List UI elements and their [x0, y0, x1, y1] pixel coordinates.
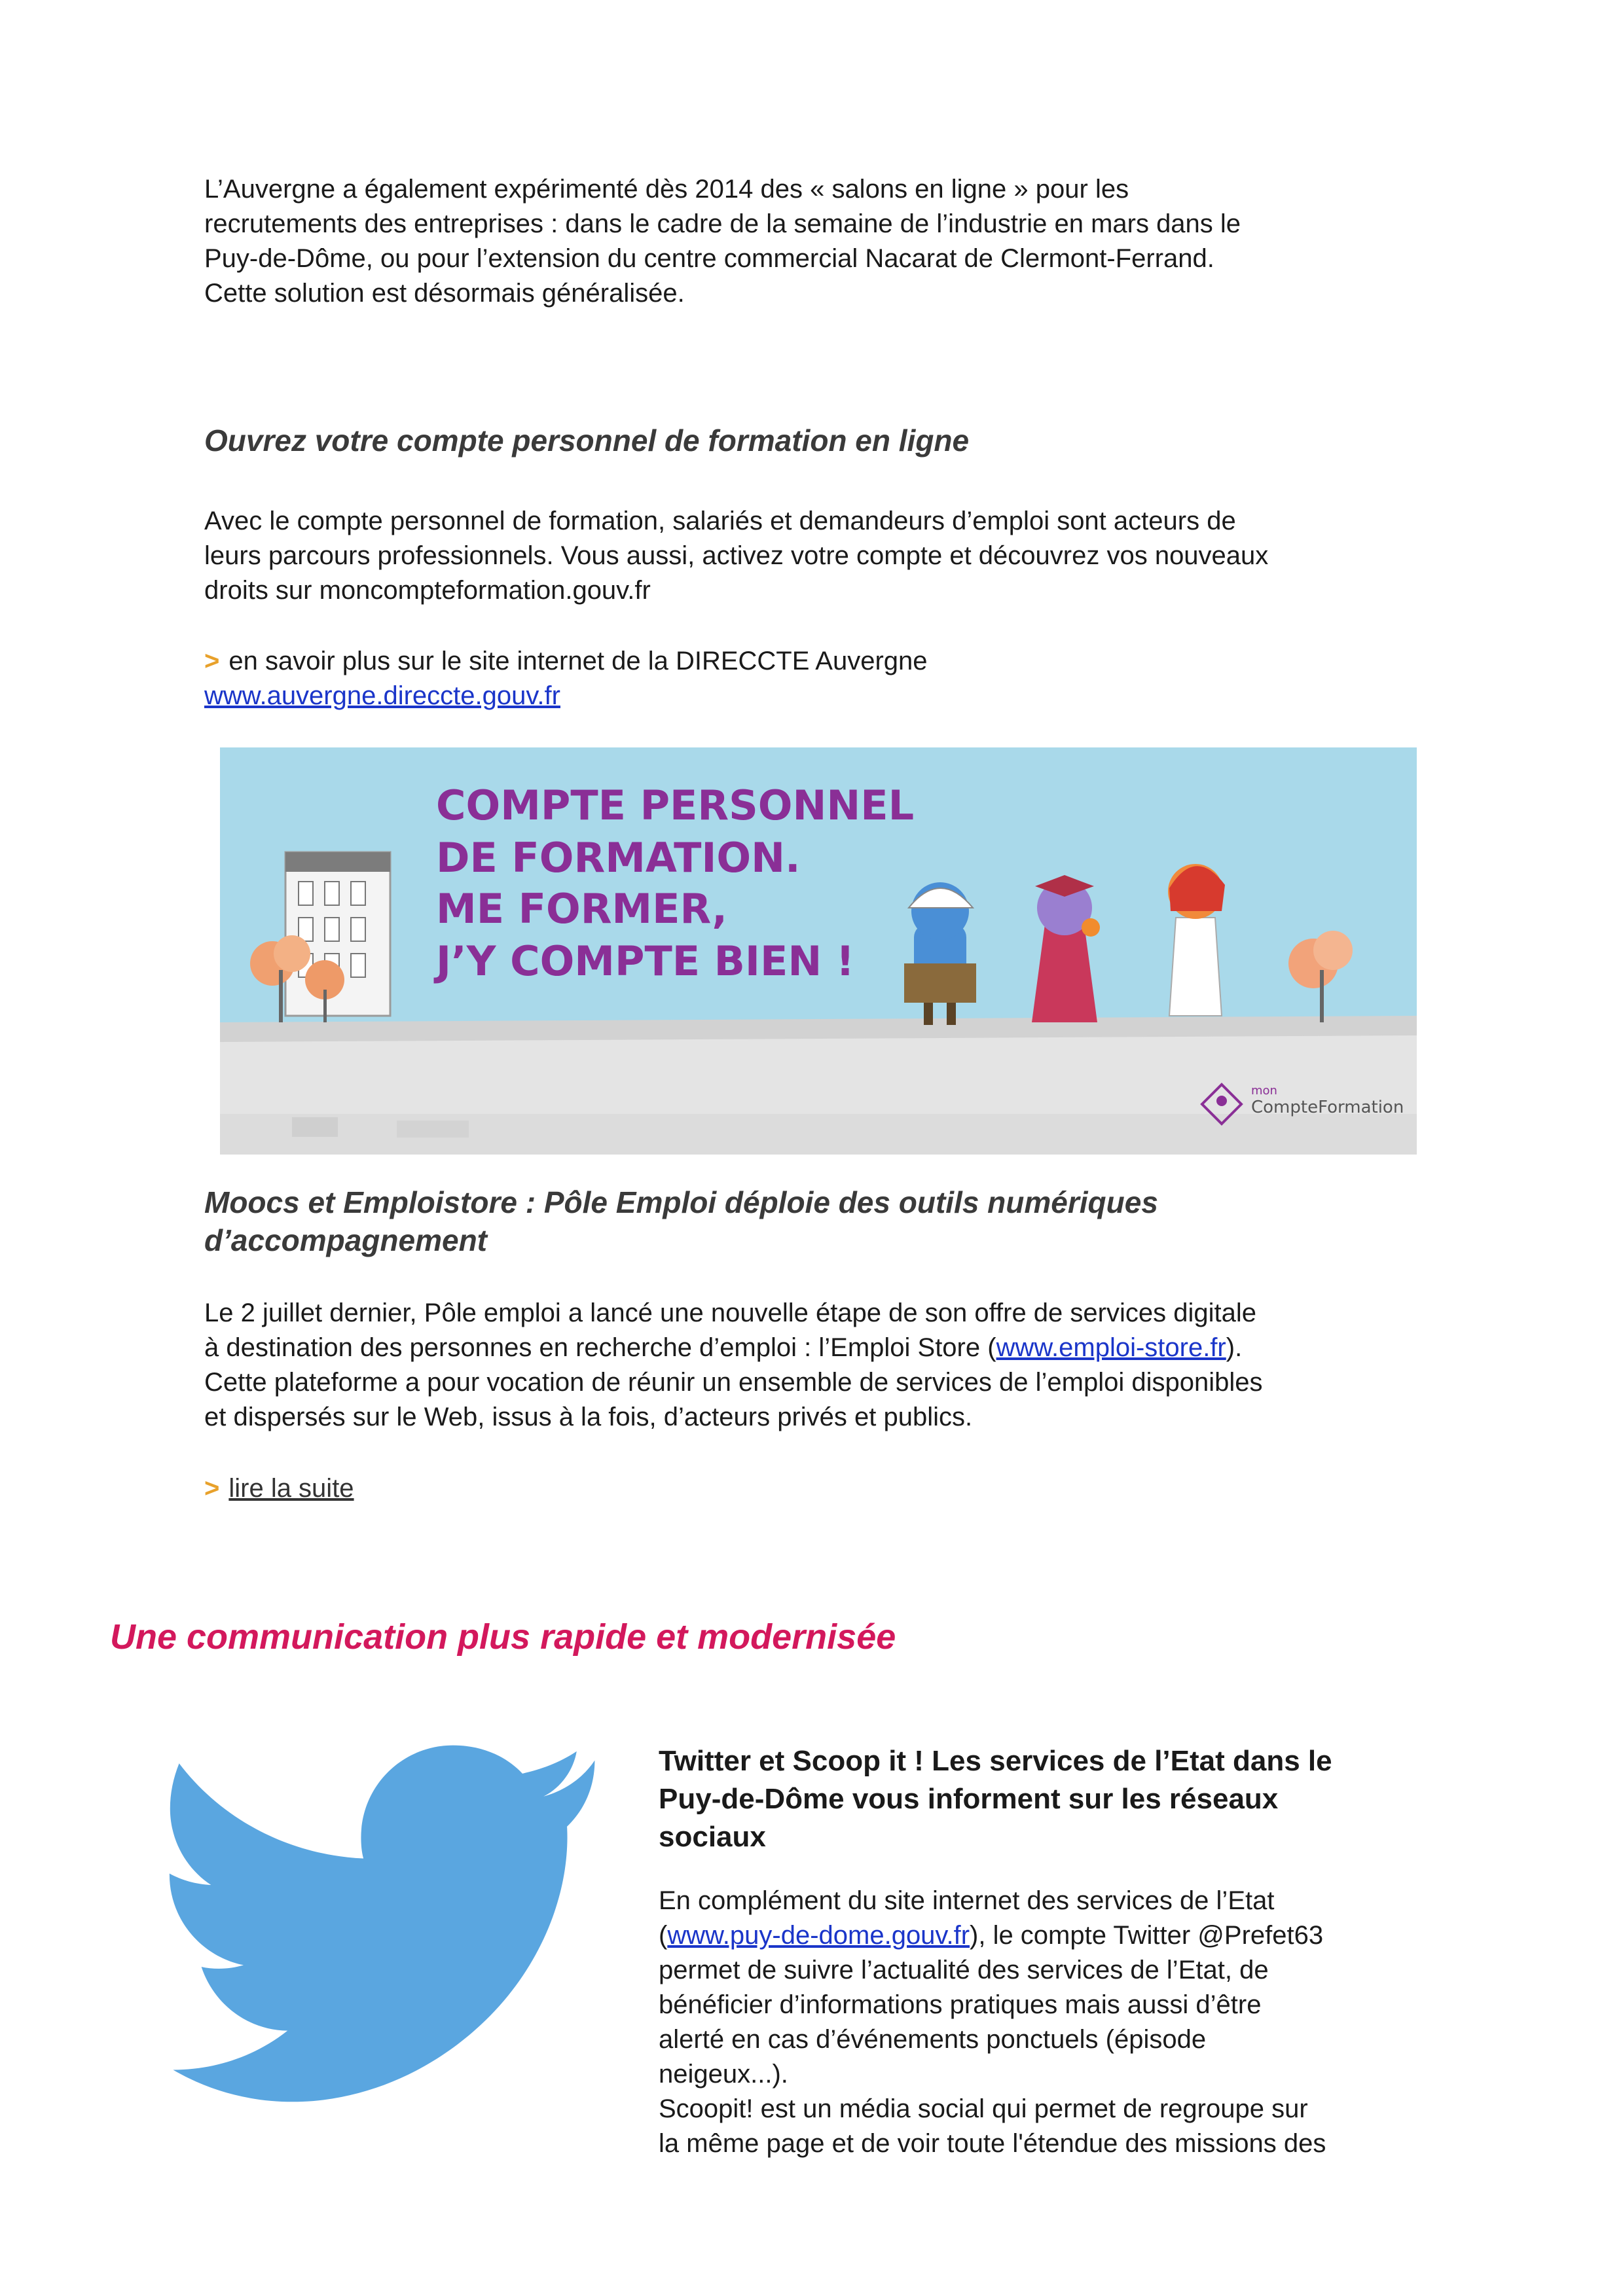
twitter-paragraph: En complément du site internet des services de l’Etat (www.puy-de-dome.gouv.fr), le compte Twitter @Prefet63 permet de suivre l’actualité des services de l’Etat, de bénéficier d’informations pratiques mais aussi d’être alerté en cas d’événements ponctuels (épisode neigeux...). Scoopit! est un média social qui permet de regroupe sur la même page et de voir toute l'étendue des missions des [659, 1886, 1326, 2158]
intro-paragraph [204, 172, 1448, 311]
intro-line: Puy-de-Dôme, ou pour l’extension du centre commercial Nacarat de Clermont-Ferrand. [204, 244, 1214, 273]
cpf-more-text: en savoir plus sur le site internet de la DIRECCTE Auvergne [228, 647, 928, 675]
banner-title-line2: DE FORMATION. [436, 834, 801, 882]
intro-line: recrutements des entreprises : dans le cadre de la semaine de l’industrie en mars dans le [204, 209, 1241, 238]
cpf-banner-image [220, 747, 1417, 1155]
moocs-line: Le 2 juillet dernier, Pôle emploi a lancé une nouvelle étape de son offre de services digitale [204, 1299, 1256, 1327]
moocs-heading: Moocs et Emploistore : Pôle Emploi déploie des outils numériques d’accompagnement [204, 1185, 1158, 1257]
cpf-line: leurs parcours professionnels. Vous aussi, activez votre compte et découvrez vos nouveaux [204, 541, 1269, 570]
twitter-bird-icon [152, 1729, 604, 2122]
logo-small-text: mon [1251, 1084, 1277, 1098]
cpf-paragraph [204, 504, 1448, 608]
intro-line: L’Auvergne a également expérimenté dès 2014 des « salons en ligne » pour les [204, 175, 1129, 204]
intro-line: Cette solution est désormais généralisée. [204, 279, 685, 308]
cpf-heading: Ouvrez votre compte personnel de formation en ligne [204, 423, 970, 457]
moocs-line: et dispersés sur le Web, issus à la fois, d’acteurs privés et publics. [204, 1403, 973, 1431]
moocs-paragraph: Le 2 juillet dernier, Pôle emploi a lancé une nouvelle étape de son offre de services digitale à destination des personnes en recherche d’emploi : l’Emploi Store (www.emploi-store.fr). Cette plateforme a pour vocation de réunir un ensemble de services de l’emploi disponibles et dispersés sur le Web, issus à la fois, d’acteurs privés et publics. [204, 1296, 1448, 1435]
direccte-link[interactable]: www.auvergne.direccte.gouv.fr [204, 681, 560, 710]
logo-main-text: CompteFormation [1251, 1098, 1404, 1117]
arrow-icon: > [204, 647, 220, 675]
twitter-heading: Twitter et Scoop it ! Les services de l’Etat dans le Puy-de-Dôme vous informent sur les réseaux sociaux [659, 1745, 1332, 1853]
emploi-store-link[interactable]: www.emploi-store.fr [996, 1333, 1226, 1362]
arrow-icon: > [204, 1474, 220, 1503]
banner-title-line4: J’Y COMPTE BIEN ! [436, 937, 855, 985]
moocs-line: à destination des personnes en recherche d’emploi : l’Emploi Store ( [204, 1333, 996, 1362]
read-more-link[interactable]: lire la suite [228, 1474, 354, 1503]
section-title: Une communication plus rapide et modernisée [110, 1617, 896, 1657]
cpf-line: Avec le compte personnel de formation, salariés et demandeurs d’emploi sont acteurs de [204, 507, 1236, 535]
cook-character-icon [1168, 864, 1225, 1016]
banner-title-line3: ME FORMER, [436, 885, 727, 933]
moocs-line: Cette plateforme a pour vocation de réunir un ensemble de services de l’emploi disponibles [204, 1368, 1263, 1397]
read-more [204, 1471, 1448, 1506]
prefecture-site-link[interactable]: www.puy-de-dome.gouv.fr [667, 1921, 970, 1950]
cpf-line: droits sur moncompteformation.gouv.fr [204, 576, 651, 605]
banner-title-line1: COMPTE PERSONNEL [436, 781, 915, 829]
cpf-more-info [204, 644, 1448, 713]
